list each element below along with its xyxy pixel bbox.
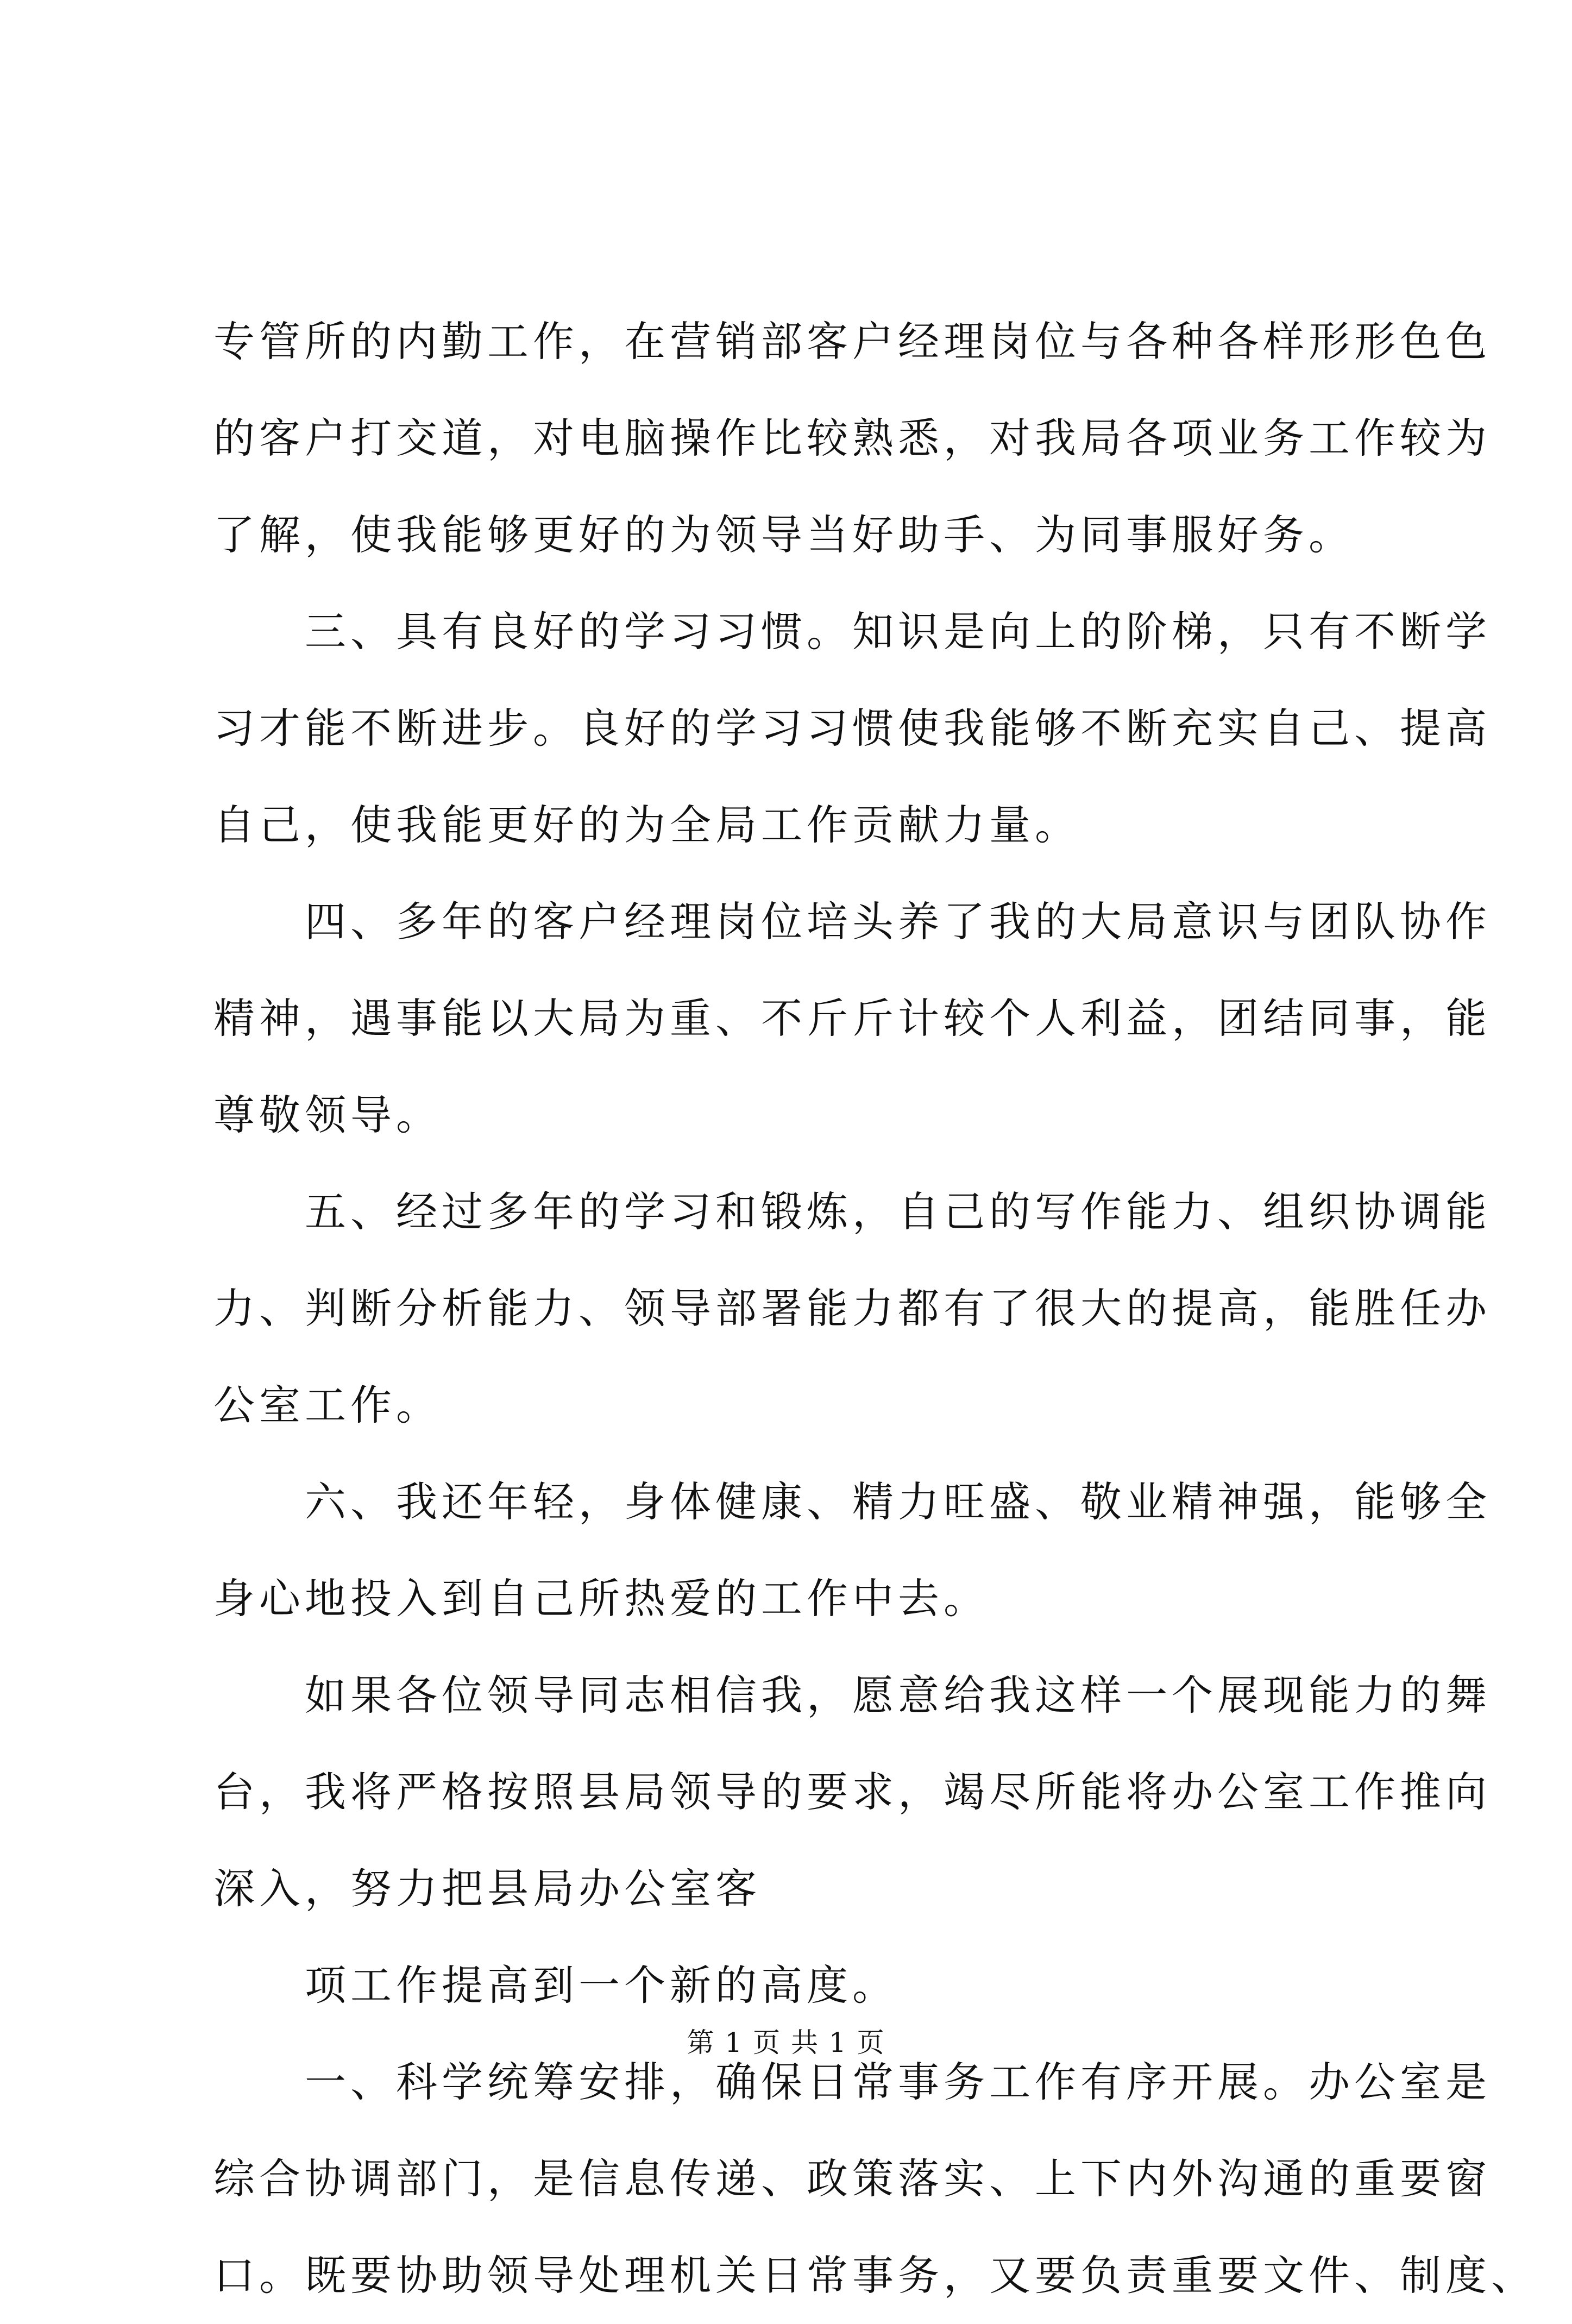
text-line: 综合协调部门，是信息传递、政策落实、上下内外沟通的重要窗 — [213, 2155, 1491, 2203]
text-line: 深入，努力把县局办公室客 — [213, 1864, 761, 1913]
text-line: 了解，使我能够更好的为领导当好助手、为同事服好务。 — [213, 511, 1354, 559]
text-line: 力、判断分析能力、领导部署能力都有了很大的提高，能胜任办 — [213, 1284, 1491, 1333]
page-number: 第 1 页 共 1 页 — [687, 2027, 885, 2058]
page-footer — [0, 2021, 1572, 2064]
text-line: 项工作提高到一个新的高度。 — [213, 1961, 898, 2009]
text-line: 口。既要协助领导处理机关日常事务，又要负责重要文件、制度、 — [213, 2251, 1537, 2300]
document-body — [213, 293, 1537, 2324]
text-line: 五、经过多年的学习和锻炼，自己的写作能力、组织协调能 — [213, 1188, 1491, 1236]
text-line: 三、具有良好的学习习惯。知识是向上的阶梯，只有不断学 — [213, 607, 1491, 656]
text-line: 一、科学统筹安排，确保日常事务工作有序开展。办公室是 — [213, 2058, 1491, 2106]
text-line: 六、我还年轻，身体健康、精力旺盛、敬业精神强，能够全 — [213, 1478, 1491, 1526]
text-line: 的客户打交道，对电脑操作比较熟悉，对我局各项业务工作较为 — [213, 414, 1491, 462]
text-line: 四、多年的客户经理岗位培头养了我的大局意识与团队协作 — [213, 897, 1491, 946]
text-line: 精神，遇事能以大局为重、不斤斤计较个人利益，团结同事，能 — [213, 994, 1491, 1042]
text-line: 专管所的内勤工作，在营销部客户经理岗位与各种各样形形色色 — [213, 317, 1491, 366]
text-line: 如果各位领导同志相信我，愿意给我这样一个展现能力的舞 — [213, 1671, 1491, 1719]
text-line: 身心地投入到自己所热爱的工作中去。 — [213, 1574, 989, 1623]
text-line: 台，我将严格按照县局领导的要求，竭尽所能将办公室工作推向 — [213, 1768, 1491, 1816]
text-line: 公室工作。 — [213, 1381, 442, 1429]
text-line: 尊敬领导。 — [213, 1091, 442, 1139]
text-line: 习才能不断进步。良好的学习习惯使我能够不断充实自己、提高 — [213, 704, 1491, 752]
text-line: 自己，使我能更好的为全局工作贡献力量。 — [213, 801, 1080, 849]
